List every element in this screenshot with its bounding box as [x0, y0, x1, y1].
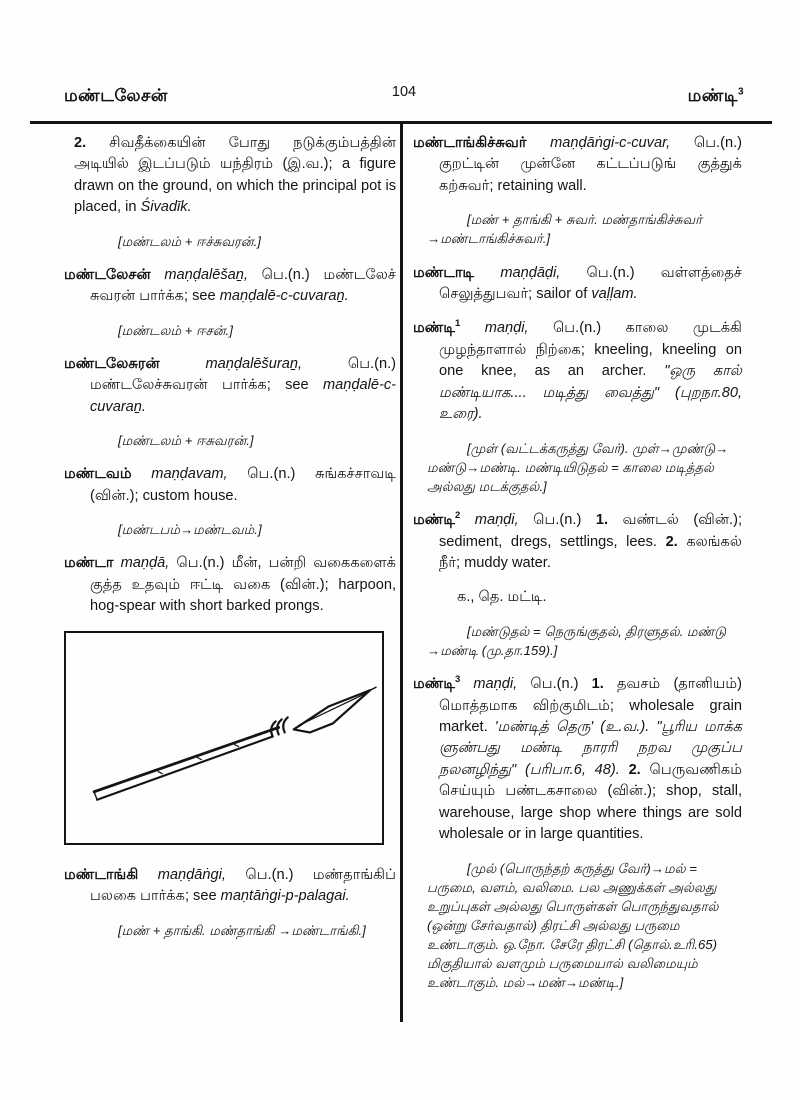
- text-run: maṇḍāṅgi-c-cuvar,: [550, 135, 671, 151]
- text-run: maṇḍalē-c-cuvaraṉ.: [90, 377, 396, 415]
- headword-superscript: 2: [454, 510, 461, 522]
- text-run: [மண் + தாங்கி. மண்தாங்கி →மண்டாங்கி.]: [118, 922, 366, 938]
- text-run: "பூரிய மாக்க ளுண்பது மண்டி நாரரி நறவ முகுப்ப நலனழிந்து" (பரிபா.6, 48).: [439, 718, 743, 778]
- left-column: [64, 133, 396, 954]
- text-run: vaḷḷam.: [591, 286, 638, 303]
- etymology-note: [427, 210, 742, 248]
- text-run: 2.: [628, 761, 650, 778]
- etymology-note: [78, 321, 396, 340]
- headword-superscript: 1: [454, 318, 461, 330]
- text-run: பெ.(n.) மண்தாங்கிப் பலகை பார்க்க; see: [90, 866, 396, 905]
- column-divider-rule: [400, 121, 403, 1022]
- text-run: 'மண்டித் தெரு' (உ.வ.).: [494, 718, 657, 735]
- text-run: [மண்டலம் + ஈசன்.]: [118, 322, 233, 338]
- text-run: maṇḍā,: [120, 555, 170, 572]
- text-run: [மண்டபம்→மண்டவம்.]: [118, 522, 262, 538]
- text-run: பெ.(n.): [518, 512, 596, 529]
- right-column: [413, 133, 742, 1007]
- harpoon-figure-box: [64, 631, 384, 845]
- text-run: maṇḍalē-c-cuvaraṉ.: [219, 288, 349, 305]
- running-head-right-superscript: 3: [737, 86, 744, 98]
- text-run: மண்டாங்கி: [64, 866, 158, 883]
- text-run: maṇḍi,: [473, 676, 518, 693]
- text-run: 1.: [591, 676, 617, 693]
- text-run: maṇḍāḍi,: [500, 264, 561, 281]
- etymology-note: [78, 232, 396, 251]
- text-run: பெ.(n.) வள்ளத்தைச் செலுத்துபவர்; sailor of: [439, 264, 742, 303]
- text-run: [மண்டலம் + ஈசுவரன்.]: [118, 433, 254, 449]
- dictionary-entry: [413, 133, 742, 197]
- text-run: [460, 676, 473, 692]
- text-run: [மண்டலம் + ஈச்சுவரன்.]: [118, 233, 261, 249]
- text-run: பெ.(n.) மீன், பன்றி வகைகளைக் குத்த உதவும் ஈட்டி வகை (வின்.); harpoon, hog-spear with short barked prongs.: [90, 555, 396, 615]
- text-run: [மண் + தாங்கி + சுவர். மண்தாங்கிச்சுவர் →மண்டாங்கிச்சுவர்.]: [427, 212, 703, 247]
- text-run: a figure drawn on the ground, on which the principal pot is placed, in: [74, 156, 396, 216]
- text-run: பெ.(n.) மண்டலேச் சுவரன் பார்க்க; see: [90, 266, 396, 305]
- text-run: [முல் (பொருந்தற் கருத்து வேர்)→மல் = பருமை, வளம், வலிமை. பல அணுக்கள் அல்லது உறுப்புகள் அல்லது பொருள்கள் பொருந்துவதால் (ஒன்று சேர்வதால்) திரட்சி அல்லது பருமை உண்டாகும். ஒ.நோ. சேரே திரட்சி (தொல்.உரி.65) மிகுதியால் வளமும் பருமையால் வலிமையும் உண்டாகும். மல்→மண்→மண்டி.]: [427, 860, 719, 991]
- text-run: மண்டி: [413, 676, 455, 693]
- text-run: மண்டாங்கிச்சுவர்: [413, 135, 551, 151]
- text-run: வண்டல் (வின்.); sediment, dregs, settlings, lees.: [439, 512, 743, 550]
- text-run: [முள் (வட்டக்கருத்து வேர்). முள்→முண்டு→ மண்டு→மண்டி. மண்டியிடுதல் = காலை மடித்தல் அல்லது மடக்குதல்.]: [427, 440, 729, 494]
- harpoon-illustration: [66, 633, 382, 843]
- etymology-note: [78, 520, 396, 539]
- text-run: சிவதீக்கையின் போது நடுக்கும்பத்தின் அடியில் இடப்படும் யந்திரம் (இ.வ.);: [74, 135, 396, 173]
- text-run: மண்டலேசுரன்: [64, 355, 206, 372]
- dictionary-entry: [64, 553, 396, 617]
- text-run: தவசம் (தானியம்) மொத்தமாக விற்குமிடம்; wholesale grain market.: [439, 676, 743, 735]
- text-run: "ஒரு கால் மண்டியாக.... மடித்து வைத்து" (புறநா.80, உரை).: [439, 363, 742, 423]
- text-run: [460, 320, 484, 336]
- running-head-left-word: மண்டலேசன்: [64, 86, 168, 105]
- text-run: maṇḍi,: [474, 512, 519, 529]
- dictionary-entry: [64, 464, 396, 507]
- text-run: க., தெ. மட்டி.: [457, 589, 547, 606]
- text-run: Śivadīk.: [140, 199, 192, 216]
- dictionary-entry: [64, 354, 396, 418]
- text-run: பெருவணிகம் செய்யும் பண்டகசாலை (வின்.); shop, stall, warehouse, large shop where things are sold wholesale or in large quantities.: [439, 761, 742, 843]
- dictionary-entry: [413, 510, 742, 574]
- text-run: [மண்டுதல் = நெருங்குதல், திரளுதல். மண்டு →மண்டி (மு.தா.159).]: [427, 623, 727, 658]
- dictionary-entry: [64, 865, 396, 908]
- text-run: பெ.(n.) குறட்டின் முன்னே கட்டப்படுங் குத்துக் கற்சுவர்; retaining wall.: [439, 135, 743, 194]
- running-head-right-word: [688, 86, 744, 108]
- text-run: [460, 512, 475, 528]
- text-run: maṇtāṅgi-p-palagai.: [220, 888, 350, 905]
- text-run: 1.: [595, 512, 623, 529]
- cognate-note: [457, 587, 742, 608]
- etymology-note: [427, 622, 742, 660]
- dictionary-entry: [64, 265, 396, 308]
- text-run: மண்டாடி: [413, 264, 501, 281]
- etymology-note: [427, 439, 742, 496]
- text-run: மண்டவம்: [64, 466, 152, 483]
- dictionary-entry: [413, 263, 742, 306]
- text-run: maṇḍi,: [484, 320, 529, 337]
- text-run: maṇḍalēšaṉ,: [164, 266, 248, 283]
- text-run: பெ.(n.) மண்டலேச்சுவரன் பார்க்க; see: [90, 355, 396, 394]
- text-run: maṇḍalēšuraṉ,: [205, 355, 302, 372]
- text-run: 2.: [665, 533, 687, 550]
- text-run: மண்டி: [413, 512, 455, 529]
- text-run: பெ.(n.) சுங்கச்சாவடி (வின்.); custom house.: [90, 466, 397, 504]
- dictionary-entry: [413, 318, 742, 425]
- headword-superscript: 3: [454, 674, 461, 686]
- text-run: maṇḍāṅgi,: [157, 866, 226, 883]
- running-head-right-base: மண்டி: [687, 86, 738, 105]
- etymology-note: [427, 859, 742, 993]
- dictionary-entry: [413, 674, 742, 846]
- text-run: பெ.(n.): [517, 676, 592, 693]
- text-run: 2.: [74, 135, 110, 151]
- etymology-note: [78, 431, 396, 450]
- definition-continuation: [74, 133, 396, 219]
- text-run: மண்டலேசன்: [64, 266, 165, 283]
- text-run: maṇḍavam,: [151, 466, 228, 483]
- text-run: மண்டி: [413, 320, 455, 337]
- text-run: பெ.(n.) காலை முடக்கி முழந்தாளால் நிற்கை; kneeling, kneeling on one knee, as an archer.: [439, 320, 742, 380]
- etymology-note: [78, 921, 396, 940]
- text-run: மண்டா: [64, 555, 121, 572]
- text-run: கலங்கல் நீர்; muddy water.: [439, 533, 742, 571]
- running-head: [64, 84, 744, 110]
- page-number: 104: [391, 84, 417, 100]
